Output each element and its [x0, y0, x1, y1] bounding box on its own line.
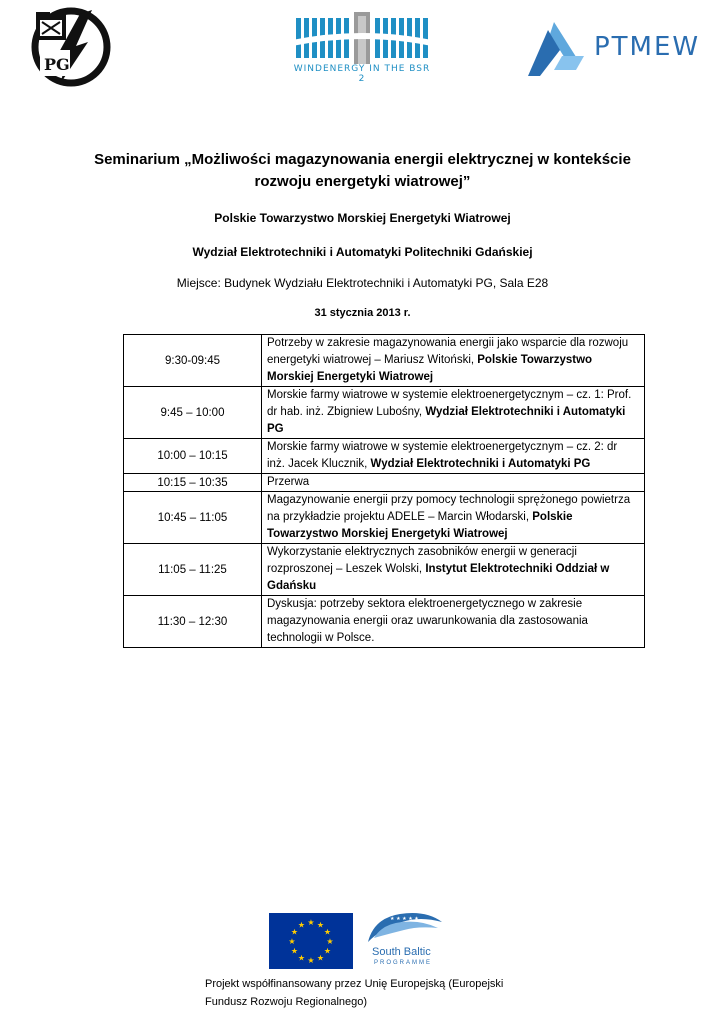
svg-text:★: ★ — [307, 956, 315, 965]
agenda-topic-text: Dyskusja: potrzeby sektora elektroenergetycznego w zakresie magazynowania energii oraz uwarunkowania dla zastosowania technologii w Polsce. — [267, 598, 588, 644]
agenda-row — [124, 492, 645, 544]
agenda-time: 9:30-09:45 — [124, 335, 262, 387]
agenda-row — [124, 387, 645, 439]
south-baltic-logo-subtext: PROGRAMME — [374, 960, 433, 966]
agenda-topic-text: Przerwa — [267, 476, 310, 488]
agenda-topic — [262, 544, 645, 596]
windenergy-logo — [292, 12, 432, 82]
agenda-row — [124, 335, 645, 387]
ptmew-logo-text: PTMEW — [594, 32, 701, 62]
venue: Miejsce: Budynek Wydziału Elektrotechniki i Automatyki PG, Sala E28 — [176, 276, 549, 290]
agenda-topic-affiliation: Polskie Towarzystwo Morskiej Energetyki Wiatrowej — [267, 354, 593, 383]
seminar-title — [80, 149, 645, 193]
ptmew-logo — [526, 20, 722, 78]
agenda-time: 10:00 – 10:15 — [124, 439, 262, 474]
agenda-row — [124, 474, 645, 492]
agenda-topic — [262, 474, 645, 492]
agenda-topic-text: Morskie farmy wiatrowe w systemie elektroenergetycznym – cz. 2: dr inż. Jacek Klucznik, — [267, 441, 618, 470]
agenda-topic-affiliation: Instytut Elektrotechniki Oddział w Gdańsku — [267, 563, 610, 592]
event-date: 31 stycznia 2013 r. — [314, 307, 411, 319]
agenda-time: 11:30 – 12:30 — [124, 596, 262, 648]
agenda-topic-affiliation: Polskie Towarzystwo Morskiej Energetyki Wiatrowej — [267, 511, 573, 540]
agenda-time: 10:15 – 10:35 — [124, 474, 262, 492]
agenda-row — [124, 439, 645, 474]
agenda-row — [124, 596, 645, 648]
agenda-topic-text: Magazynowanie energii przy pomocy technologii sprężonego powietrza na przykładzie projektu ADELE – Marcin Włodarski, — [267, 494, 631, 523]
agenda-topic-text: Morskie farmy wiatrowe w systemie elektroenergetycznym – cz. 1: Prof. dr hab. inż. Zbigniew Lubośny, — [267, 389, 632, 418]
windenergy-logo-text: WINDENERGY IN THE BSR 2 — [293, 64, 431, 84]
agenda-topic — [262, 596, 645, 648]
agenda-topic — [262, 335, 645, 387]
svg-text:★: ★ — [326, 937, 334, 946]
svg-text:★: ★ — [297, 920, 306, 930]
svg-text:★: ★ — [316, 953, 325, 963]
agenda-time: 9:45 – 10:00 — [124, 387, 262, 439]
agenda-topic-text: Wykorzystanie elektrycznych zasobników energii w generacji rozproszonej – Leszek Wolski, — [267, 546, 577, 575]
agenda-time: 11:05 – 11:25 — [124, 544, 262, 596]
seminar-title-line-1: Seminarium „Możliwości magazynowania energii elektrycznej w kontekście — [94, 151, 631, 168]
agenda-row — [124, 544, 645, 596]
agenda-topic — [262, 439, 645, 474]
svg-text:★ ★ ★ ★ ★: ★ ★ ★ ★ ★ — [390, 916, 419, 922]
svg-text:★: ★ — [290, 946, 299, 956]
agenda-topic — [262, 492, 645, 544]
south-baltic-logo-text: South Baltic — [372, 946, 431, 958]
svg-text:★: ★ — [307, 918, 315, 927]
agenda-topic-text: Potrzeby w zakresie magazynowania energii jako wsparcie dla rozwoju energetyki wiatrowej – Mariusz Witoński, — [267, 337, 629, 366]
svg-text:★: ★ — [290, 927, 299, 937]
pg-logo — [30, 6, 112, 88]
organizer-faculty: Wydział Elektrotechniki i Automatyki Politechniki Gdańskiej — [192, 245, 533, 259]
agenda-topic-affiliation: Wydział Elektrotechniki i Automatyki PG — [370, 458, 591, 470]
svg-text:★: ★ — [323, 946, 332, 956]
seminar-title-line-2: rozwoju energetyki wiatrowej” — [254, 173, 471, 190]
agenda-topic-affiliation: Wydział Elektrotechniki i Automatyki PG — [267, 406, 626, 435]
agenda-time: 10:45 – 11:05 — [124, 492, 262, 544]
agenda-topic — [262, 387, 645, 439]
svg-text:★: ★ — [297, 953, 306, 963]
south-baltic-logo — [360, 908, 444, 970]
organizer-ptmew: Polskie Towarzystwo Morskiej Energetyki Wiatrowej — [214, 211, 511, 225]
svg-text:★: ★ — [316, 920, 325, 930]
svg-text:★: ★ — [288, 937, 296, 946]
funding-note: Projekt współfinansowany przez Unię Europejską (Europejski Fundusz Rozwoju Regionalnego) — [205, 978, 504, 1008]
pg-logo-text: PG — [44, 55, 70, 74]
agenda-table — [123, 334, 645, 648]
svg-text:★: ★ — [323, 927, 332, 937]
eu-flag-icon — [269, 913, 353, 969]
